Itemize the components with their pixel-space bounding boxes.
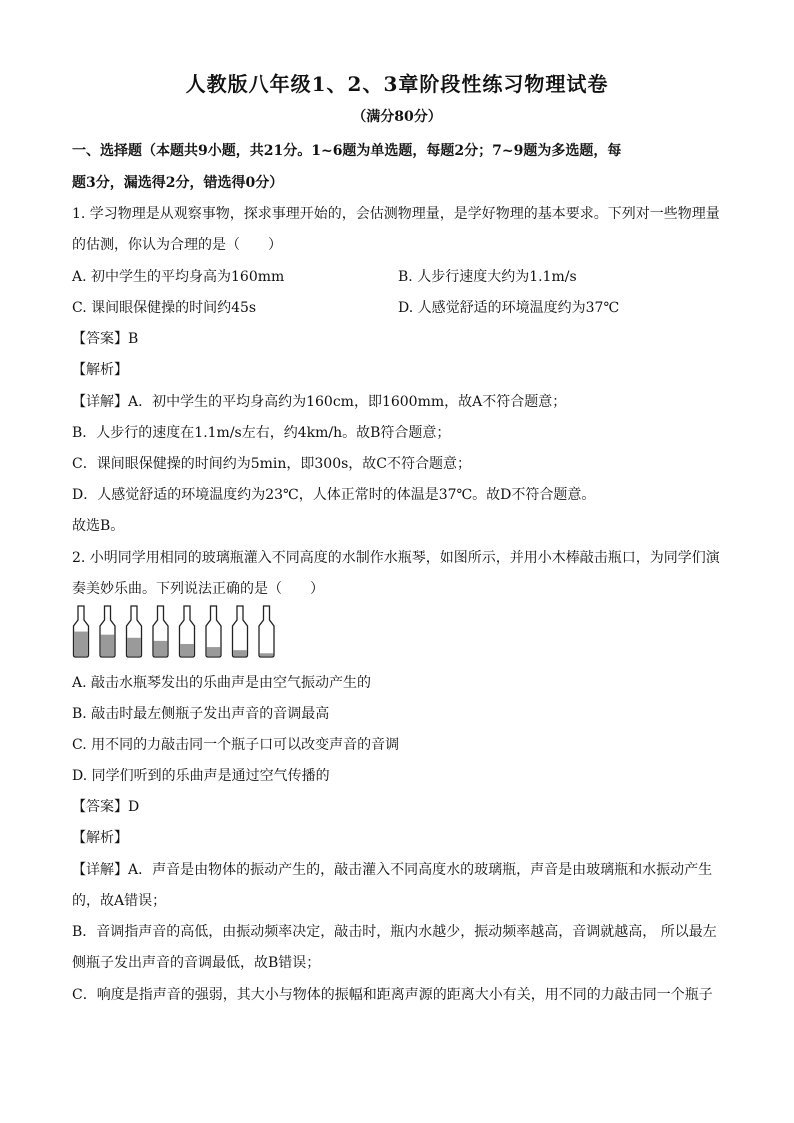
q1-option-a: A. 初中学生的平均身高为160mm: [72, 269, 285, 285]
q2-stem-line1: 2. 小明同学用相同的玻璃瓶灌入不同高度的水制作水瓶琴，如图所示，并用小木棒敲击瓶口，为同学们演: [72, 550, 720, 566]
q1-conclusion: 故选B。: [72, 518, 125, 534]
water-fill: [101, 635, 114, 657]
q1-detail-d: D．人感觉舒适的环境温度约为23℃，人体正常时的体温是37℃。故D不符合题意。: [72, 487, 596, 503]
q1-stem-line1: 1. 学习物理是从观察事物，探求事理开始的，会估测物理量，是学好物理的基本要求。下列对一些物理量: [72, 206, 720, 222]
bottle-7: [233, 606, 248, 657]
q1-stem-line2: 的估测，你认为合理的是（ ）: [72, 237, 282, 253]
bottle-1: [74, 606, 89, 657]
q2-option-d: D. 同学们听到的乐曲声是通过空气传播的: [72, 768, 330, 784]
water-fill: [154, 641, 167, 656]
water-fill: [127, 638, 140, 656]
water-fill: [207, 647, 220, 656]
section-heading-line1: 一、选择题（本题共9小题，共21分。1~6题为单选题，每题2分；7~9题为多选题，每: [72, 143, 622, 159]
bottle-8: [259, 606, 274, 657]
q2-option-c: C. 用不同的力敲击同一个瓶子口可以改变声音的音调: [72, 737, 400, 753]
water-bottle-xylophone-figure: [72, 604, 282, 660]
water-fill: [233, 650, 246, 656]
page-title: 人教版八年级1、2、3章阶段性练习物理试卷: [185, 72, 609, 96]
q2-detail-a-line2: 的，故A错误；: [72, 893, 167, 909]
bottle-outline: [233, 606, 248, 657]
bottle-2: [100, 606, 115, 657]
q1-detail-c: C．课间眼保健操的时间约为5min，即300s，故C不符合题意；: [72, 456, 472, 472]
bottle-4: [153, 606, 168, 657]
bottle-3: [127, 606, 142, 657]
q2-option-b: B. 敲击时最左侧瓶子发出声音的音调最高: [72, 706, 330, 722]
q1-analysis-label: 【解析】: [72, 362, 128, 378]
q2-option-a: A. 敲击水瓶琴发出的乐曲声是由空气振动产生的: [72, 675, 372, 691]
q1-answer: 【答案】B: [72, 331, 139, 347]
q1-detail-b: B．人步行的速度在1.1m/s左右，约4km/h。故B符合题意；: [72, 425, 451, 441]
q1-option-c: C. 课间眼保健操的时间约45s: [72, 300, 257, 316]
q2-analysis-label: 【解析】: [72, 830, 128, 846]
bottle-5: [180, 606, 195, 657]
q1-detail-a: 【详解】A．初中学生的平均身高约为160cm，即1600mm，故A不符合题意；: [72, 394, 567, 410]
water-fill: [260, 653, 273, 656]
bottle-6: [206, 606, 221, 657]
water-fill: [180, 644, 193, 656]
water-fill: [74, 632, 87, 657]
q2-answer: 【答案】D: [72, 799, 140, 815]
q2-detail-b-line2: 侧瓶子发出声音的音调最低，故B错误；: [72, 955, 321, 971]
q1-option-d: D. 人感觉舒适的环境温度约为37℃: [398, 300, 620, 316]
page-subtitle: （满分80分）: [352, 109, 442, 125]
section-heading-line2: 题3分，漏选得2分，错选得0分）: [72, 175, 284, 191]
bottle-outline: [259, 606, 274, 657]
q2-detail-b-line1: B．音调指声音的高低，由振动频率决定，敲击时，瓶内水越少，振动频率越高，音调就越高， 所以最左: [72, 924, 717, 940]
q2-detail-c-line1: C．响度是指声音的强弱，其大小与物体的振幅和距离声源的距离大小有关，用不同的力敲击同一个瓶子: [72, 987, 713, 1003]
q1-option-b: B. 人步行速度大约为1.1m/s: [398, 269, 577, 285]
q2-stem-line2: 奏美妙乐曲。下列说法正确的是（ ）: [72, 581, 324, 597]
q2-detail-a-line1: 【详解】A．声音是由物体的振动产生的，敲击灌入不同高度水的玻璃瓶，声音是由玻璃瓶和水振动产生: [72, 862, 713, 878]
